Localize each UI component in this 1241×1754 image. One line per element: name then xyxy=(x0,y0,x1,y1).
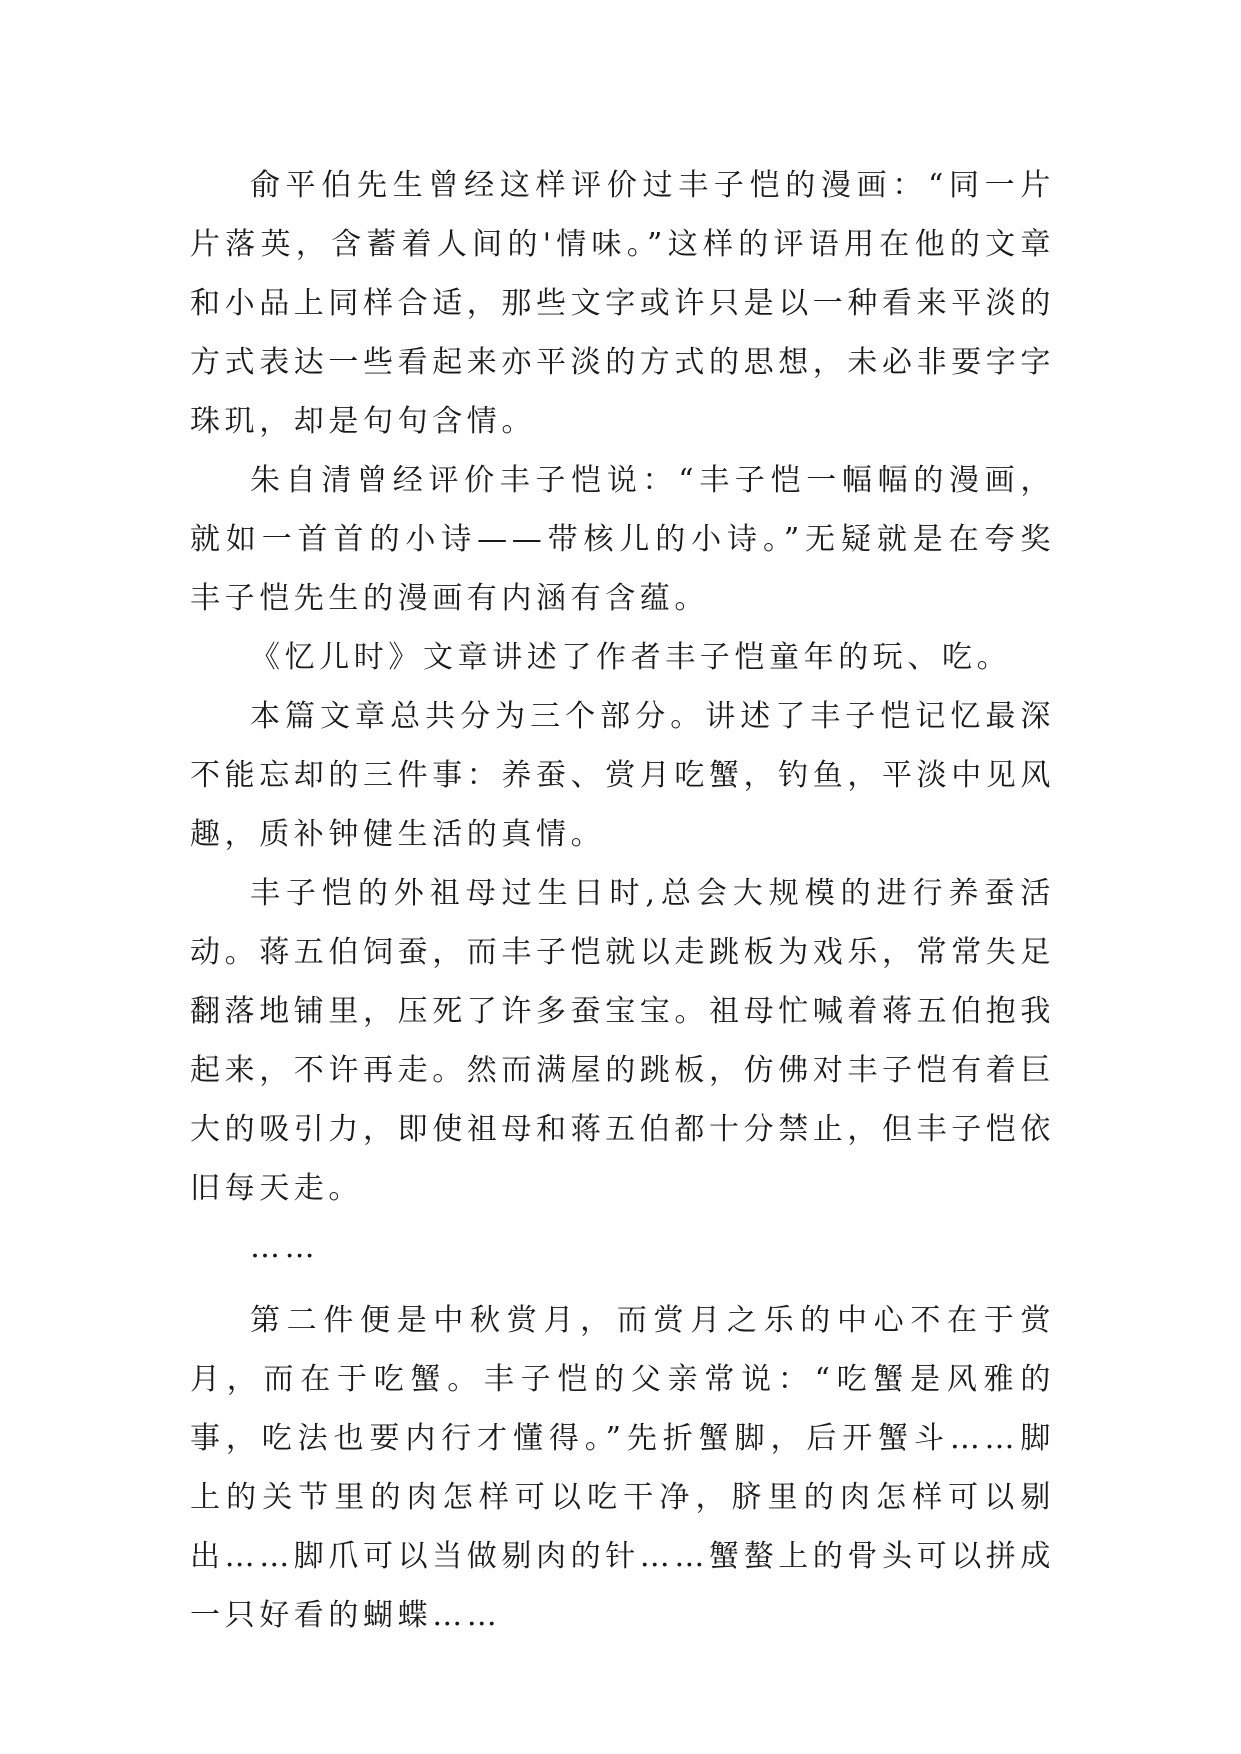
paragraph-mid-autumn: 第二件便是中秋赏月，而赏月之乐的中心不在于赏月，而在于吃蟹。丰子恺的父亲常说：“吃蟹是风雅的事，吃法也要内行才懂得。”先折蟹脚，后开蟹斗……脚上的关节里的肉怎样可以吃干净，脐里的肉怎样可以剔出……脚爪可以当做剔肉的针……蟹螯上的骨头可以拼成一只好看的蝴蝶…… xyxy=(190,1303,1055,1633)
paragraph-zhu-ziqing: 朱自清曾经评价丰子恺说：“丰子恺一幅幅的漫画，就如一首首的小诗——带核儿的小诗。”无疑就是在夸奖丰子恺先生的漫画有内涵有含蕴。 xyxy=(190,463,1055,616)
paragraph-silkworm: 丰子恺的外祖母过生日时,总会大规模的进行养蚕活动。蒋五伯饲蚕，而丰子恺就以走跳板为戏乐，常常失足翻落地铺里，压死了许多蚕宝宝。祖母忙喊着蒋五伯抱我起来，不许再走。然而满屋的跳板，仿佛对丰子恺有着巨大的吸引力，即使祖母和蒋五伯都十分禁止，但丰子恺依旧每天走。 xyxy=(190,876,1055,1206)
document-body xyxy=(190,156,1055,1645)
paragraph-yu-pingbo: 俞平伯先生曾经这样评价过丰子恺的漫画：“同一片片落英，含蓄着人间的'情味。”这样的评语用在他的文章和小品上同样合适，那些文字或许只是以一种看来平淡的方式表达一些看起来亦平淡的方式的思想，未必非要字字珠玑，却是句句含情。 xyxy=(190,168,1055,439)
paragraph-ellipsis: …… xyxy=(250,1230,320,1265)
paragraph-yi-er-shi: 《忆儿时》文章讲述了作者丰子恺童年的玩、吃。 xyxy=(250,640,1012,675)
paragraph-three-parts: 本篇文章总共分为三个部分。讲述了丰子恺记忆最深不能忘却的三件事：养蚕、赏月吃蟹，钓鱼，平淡中见风趣，质补钟健生活的真情。 xyxy=(190,699,1055,852)
